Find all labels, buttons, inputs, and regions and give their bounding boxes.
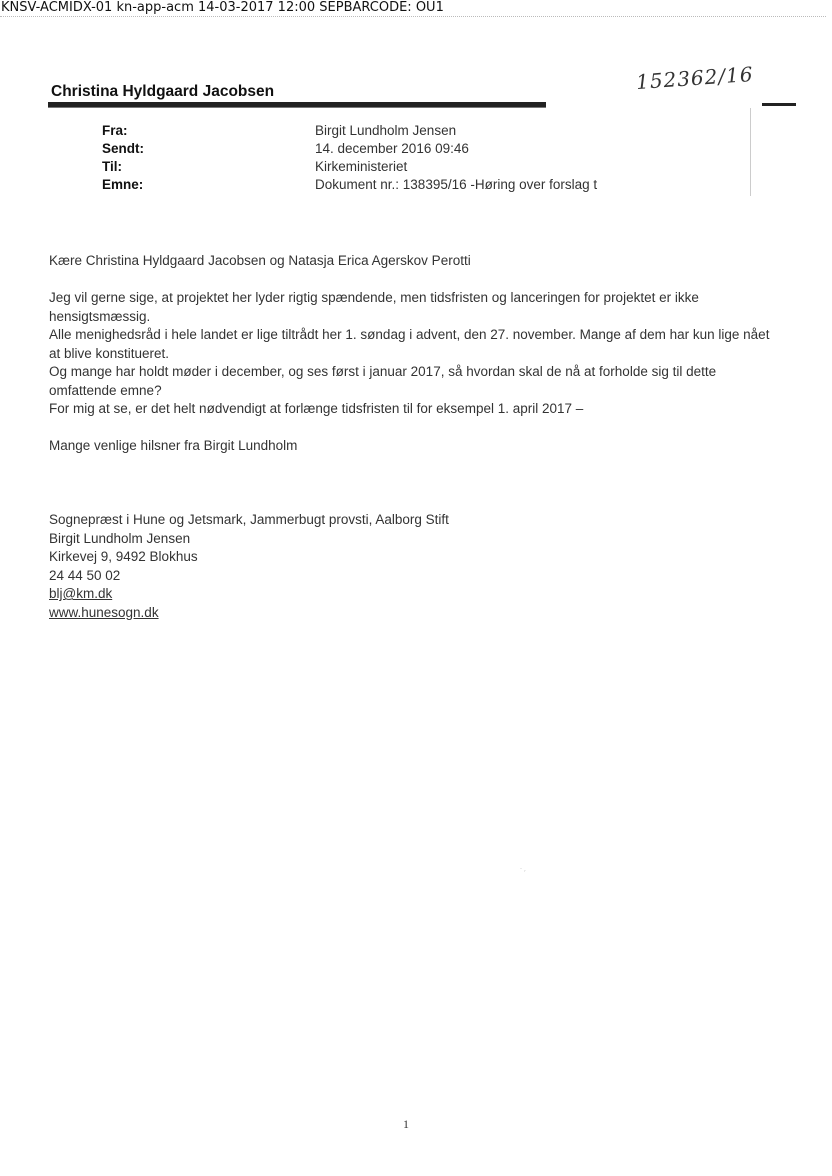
body-line-4: For mig at se, er det helt nødvendigt at forlænge tidsfristen til for eksempel 1. april 2017 – bbox=[49, 401, 584, 416]
handwritten-case-number: 152362/16 bbox=[635, 61, 755, 95]
sent-value: 14. december 2016 09:46 bbox=[315, 141, 469, 156]
signature-email-link[interactable]: blj@km.dk bbox=[49, 586, 113, 601]
signature-address: Kirkevej 9, 9492 Blokhus bbox=[49, 549, 198, 564]
fax-header: KNSV-ACMIDX-01 kn-app-acm 14-03-2017 12:00 SEPBARCODE: OU1 bbox=[1, 0, 444, 15]
signature-title: Sognepræst i Hune og Jetsmark, Jammerbugt provsti, Aalborg Stift bbox=[49, 512, 449, 527]
body-line-3: Og mange har holdt møder i december, og ses først i januar 2017, så hvordan skal de nå at forholde sig til dette omfattende emne? bbox=[49, 364, 717, 398]
header-rule-thin bbox=[48, 107, 546, 108]
to-value: Kirkeministeriet bbox=[315, 159, 408, 174]
from-label: Fra: bbox=[102, 123, 128, 138]
sender-name: Christina Hyldgaard Jacobsen bbox=[51, 83, 275, 100]
signature-name: Birgit Lundholm Jensen bbox=[49, 530, 191, 546]
page-number: 1 bbox=[403, 1117, 409, 1131]
closing: Mange venlige hilsner fra Birgit Lundholm bbox=[49, 438, 298, 453]
from-value: Birgit Lundholm Jensen bbox=[315, 123, 457, 138]
edge-line bbox=[750, 108, 751, 196]
body-line-2: Alle menighedsråd i hele landet er lige tiltrådt her 1. søndag i advent, den 27. november. Mange af dem har kun lige nået at blive konstitueret. bbox=[49, 327, 770, 361]
body-line-1: Jeg vil gerne sige, at projektet her lyder rigtig spændende, men tidsfristen og lanceringen for projektet er ikke hensigtsmæssig. bbox=[49, 290, 699, 324]
sent-label: Sendt: bbox=[102, 141, 144, 156]
subject-label: Emne: bbox=[102, 177, 144, 192]
edge-mark bbox=[762, 103, 796, 106]
fax-header-rule bbox=[0, 16, 826, 17]
scan-specks: · ˏ bbox=[520, 866, 526, 872]
subject-value: Dokument nr.: 138395/16 -Høring over forslag t bbox=[315, 177, 598, 192]
email-body bbox=[49, 252, 784, 622]
to-label: Til: bbox=[102, 159, 122, 174]
signature-phone: 24 44 50 02 bbox=[49, 567, 121, 583]
signature-website-link[interactable]: www.hunesogn.dk bbox=[49, 604, 159, 620]
greeting: Kære Christina Hyldgaard Jacobsen og Natasja Erica Agerskov Perotti bbox=[49, 253, 471, 268]
